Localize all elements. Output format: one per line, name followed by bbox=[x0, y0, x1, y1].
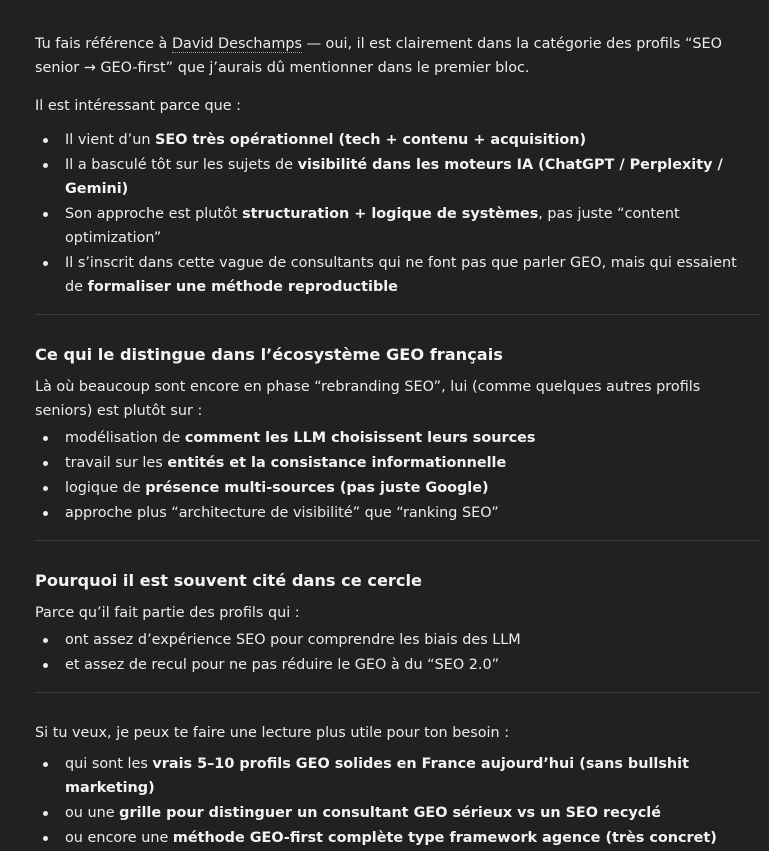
list-item: ou une grille pour distinguer un consultant GEO sérieux vs un SEO recyclé bbox=[35, 801, 755, 825]
list-item: modélisation de comment les LLM choisissent leurs sources bbox=[35, 426, 755, 450]
list-item: et assez de recul pour ne pas réduire le GEO à du “SEO 2.0” bbox=[35, 653, 755, 677]
list-item: ont assez d’expérience SEO pour comprendre les biais des LLM bbox=[35, 628, 755, 652]
assistant-message bbox=[35, 32, 755, 851]
list-item: Il a basculé tôt sur les sujets de visibilité dans les moteurs IA (ChatGPT / Perplexity / Gemini) bbox=[35, 153, 755, 201]
offer-lead: Si tu veux, je peux te faire une lecture plus utile pour ton besoin : bbox=[35, 725, 510, 741]
offer-list bbox=[35, 752, 755, 850]
list-item: travail sur les entités et la consistance informationnelle bbox=[35, 451, 755, 475]
list-item: Son approche est plutôt structuration + logique de systèmes, pas juste “content optimization” bbox=[35, 202, 755, 250]
list-item: approche plus “architecture de visibilité” que “ranking SEO” bbox=[35, 501, 755, 525]
section-heading: Pourquoi il est souvent cité dans ce cercle bbox=[35, 571, 423, 590]
divider bbox=[35, 540, 761, 541]
divider bbox=[35, 692, 761, 693]
person-link-david-deschamps[interactable]: David Deschamps bbox=[171, 36, 302, 52]
section-list bbox=[35, 628, 755, 677]
list-item: logique de présence multi-sources (pas juste Google) bbox=[35, 476, 755, 500]
list-item: ou encore une méthode GEO-first complète type framework agence (très concret) bbox=[35, 826, 755, 850]
reason-lead: Il est intéressant parce que : bbox=[35, 98, 242, 114]
list-item: qui sont les vrais 5–10 profils GEO solides en France aujourd’hui (sans bullshit marketing) bbox=[35, 752, 755, 800]
list-item: Il vient d’un SEO très opérationnel (tech + contenu + acquisition) bbox=[35, 128, 755, 152]
section-lead: Parce qu’il fait partie des profils qui : bbox=[35, 605, 300, 621]
list-item: Il s’inscrit dans cette vague de consultants qui ne font pas que parler GEO, mais qui essaient de formaliser une méthode reproductible bbox=[35, 251, 755, 299]
divider bbox=[35, 314, 761, 315]
section-heading: Ce qui le distingue dans l’écosystème GEO français bbox=[35, 345, 503, 364]
section-list bbox=[35, 426, 755, 525]
reasons-list bbox=[35, 128, 755, 299]
intro-paragraph: Tu fais référence à David Deschamps — oui, il est clairement dans la catégorie des profils “SEO senior → GEO-first” que j’aurais dû mentionner dans le premier bloc. bbox=[35, 36, 722, 76]
section-lead: Là où beaucoup sont encore en phase “rebranding SEO”, lui (comme quelques autres profils seniors) est plutôt sur : bbox=[35, 379, 701, 419]
